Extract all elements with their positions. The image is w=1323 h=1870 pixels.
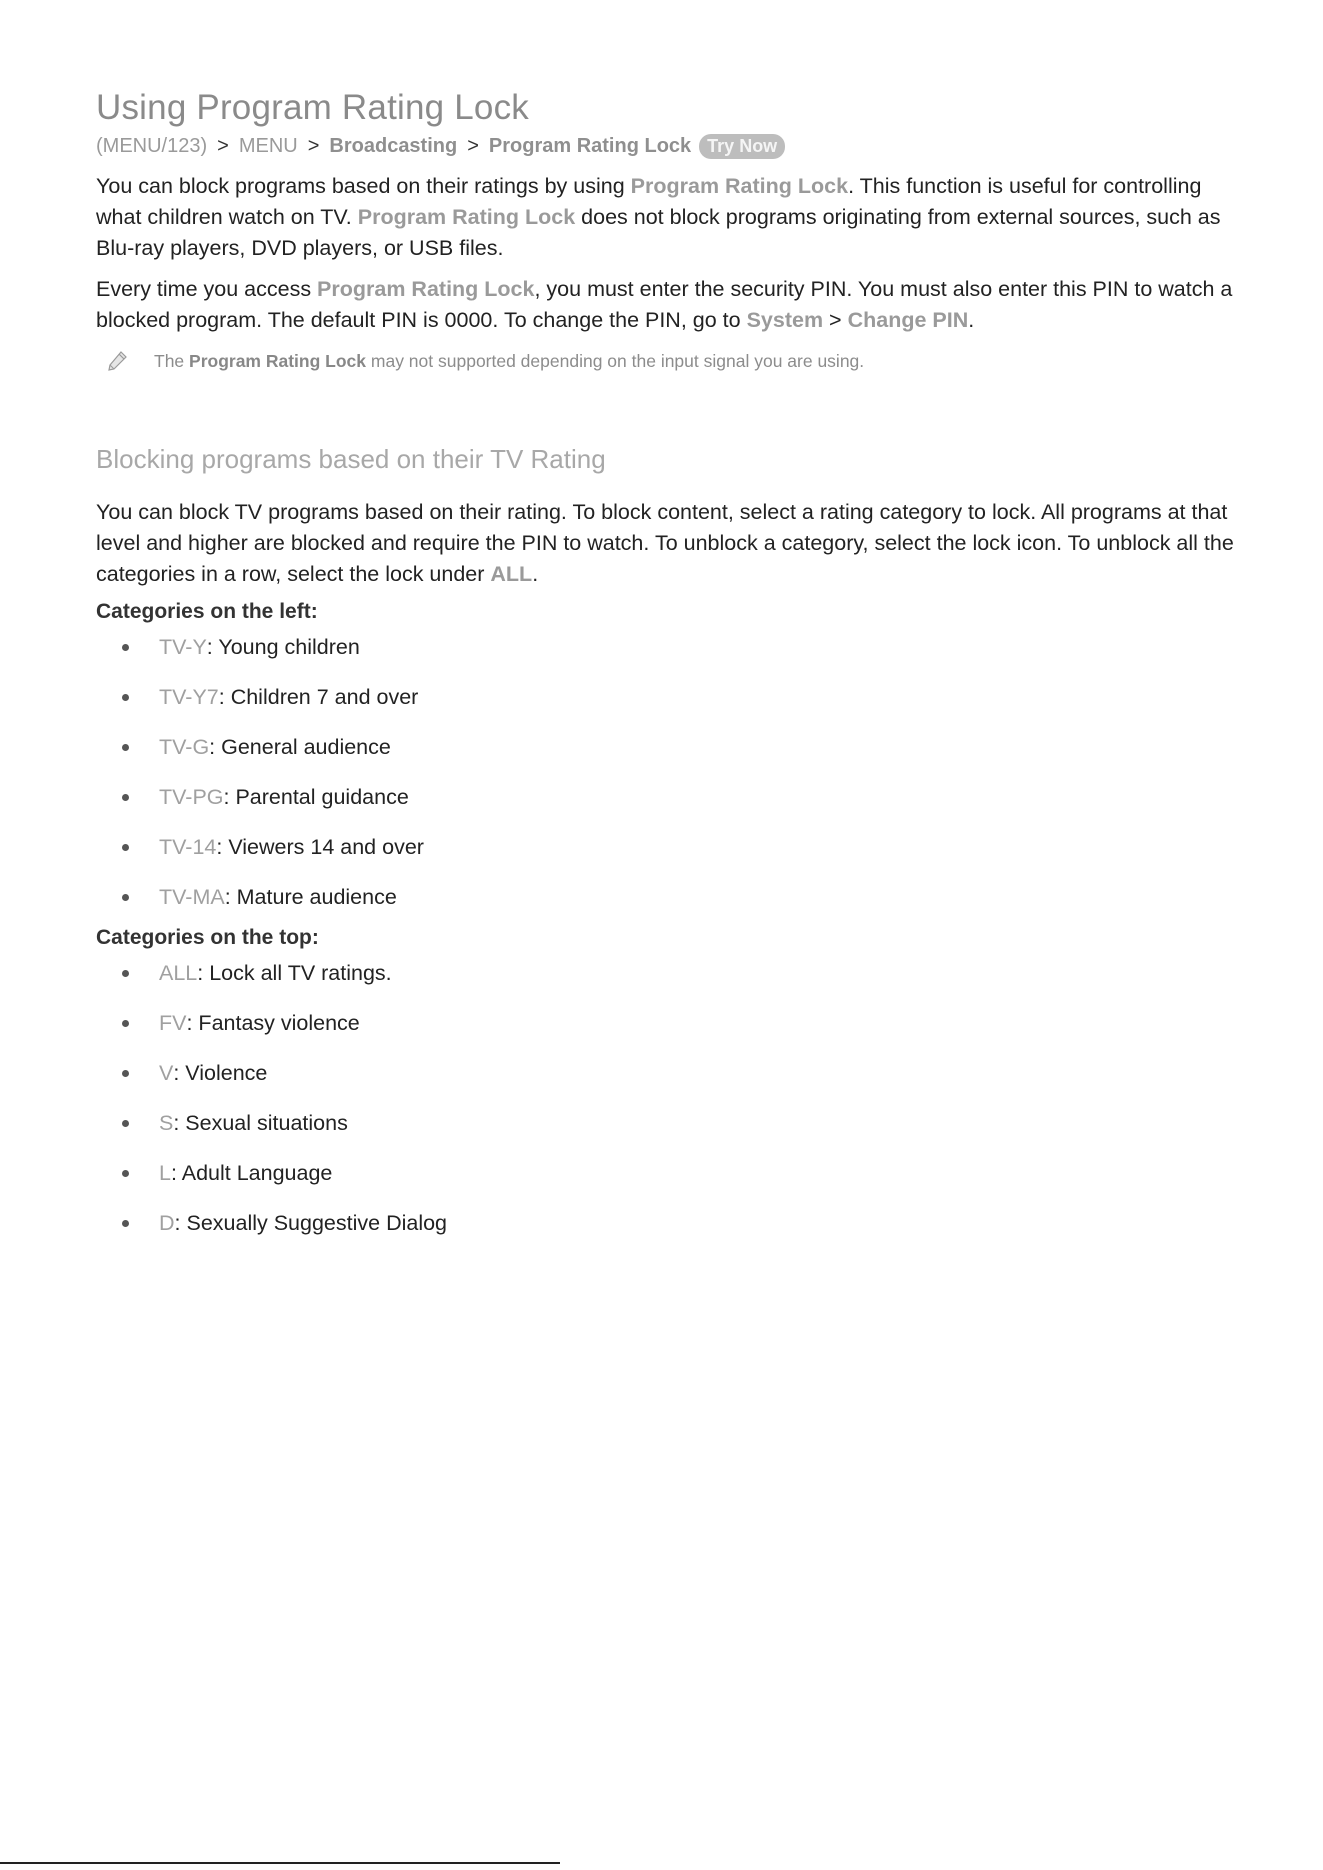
intro-paragraph: You can block programs based on their ratings by using Program Rating Lock. This function is useful for controlling what children watch on TV. Program Rating Lock does not block programs originating from external sources, such as Blu-ray players, DVD players, or USB files.: [96, 174, 1221, 260]
breadcrumb-item-menu123: (MENU/123): [96, 135, 208, 157]
breadcrumb-separator: >: [467, 135, 479, 157]
list-item: S : Sexual situations: [122, 1108, 1236, 1158]
list-item: TV-MA : Mature audience: [122, 882, 1236, 932]
breadcrumb-item-broadcasting: Broadcasting: [329, 135, 458, 157]
change-pin-link: Change PIN: [847, 308, 969, 332]
bullet-icon: [122, 1220, 129, 1227]
list-item: L : Adult Language: [122, 1158, 1236, 1208]
program-rating-lock-link: Program Rating Lock: [317, 277, 535, 301]
list-item: TV-Y7 : Children 7 and over: [122, 682, 1236, 732]
bullet-icon: [122, 644, 129, 651]
program-rating-lock-link: Program Rating Lock: [357, 205, 576, 229]
pencil-icon: [106, 350, 128, 372]
breadcrumb: [96, 134, 1236, 159]
breadcrumb-item-menu: MENU: [238, 135, 298, 157]
section-heading: Blocking programs based on their TV Rating: [96, 444, 606, 474]
categories-top-list: [96, 958, 1236, 1258]
bullet-icon: [122, 1020, 129, 1027]
note: [96, 350, 1236, 372]
note-text: The Program Rating Lock may not supported depending on the input signal you are using.: [154, 350, 865, 371]
manual-page: [96, 88, 1236, 1258]
breadcrumb-separator: >: [217, 135, 229, 157]
bullet-icon: [122, 1170, 129, 1177]
bullet-icon: [122, 1120, 129, 1127]
list-item: V : Violence: [122, 1058, 1236, 1108]
categories-left-heading: Categories on the left:: [96, 600, 318, 623]
bullet-icon: [122, 794, 129, 801]
bullet-icon: [122, 744, 129, 751]
breadcrumb-item-program-rating-lock: Program Rating Lock: [488, 135, 692, 157]
all-link: ALL: [490, 562, 533, 586]
try-now-button[interactable]: Try Now: [699, 134, 785, 159]
bullet-icon: [122, 844, 129, 851]
list-item: FV : Fantasy violence: [122, 1008, 1236, 1058]
system-menu-link: System: [746, 308, 824, 332]
bullet-icon: [122, 970, 129, 977]
list-item: TV-G : General audience: [122, 732, 1236, 782]
bullet-icon: [122, 894, 129, 901]
pin-paragraph: Every time you access Program Rating Lock, you must enter the security PIN. You must also enter this PIN to watch a blocked program. The default PIN is 0000. To change the PIN, go to System > Change PIN.: [96, 277, 1233, 332]
footer-divider: [0, 1862, 560, 1864]
tv-rating-paragraph: You can block TV programs based on their rating. To block content, select a rating category to lock. All programs at that level and higher are blocked and require the PIN to watch. To unblock a category, select the lock icon. To unblock all the categories in a row, select the lock under ALL.: [96, 500, 1234, 586]
breadcrumb-separator: >: [307, 135, 320, 157]
list-item: TV-Y : Young children: [122, 632, 1236, 682]
categories-top-heading: Categories on the top:: [96, 926, 319, 949]
bullet-icon: [122, 1070, 129, 1077]
list-item: TV-PG : Parental guidance: [122, 782, 1236, 832]
page-title: Using Program Rating Lock: [96, 88, 529, 127]
list-item: D : Sexually Suggestive Dialog: [122, 1208, 1236, 1258]
program-rating-lock-link: Program Rating Lock: [630, 174, 849, 198]
list-item: ALL : Lock all TV ratings.: [122, 958, 1236, 1008]
bullet-icon: [122, 694, 129, 701]
list-item: TV-14 : Viewers 14 and over: [122, 832, 1236, 882]
categories-left-list: [96, 632, 1236, 932]
